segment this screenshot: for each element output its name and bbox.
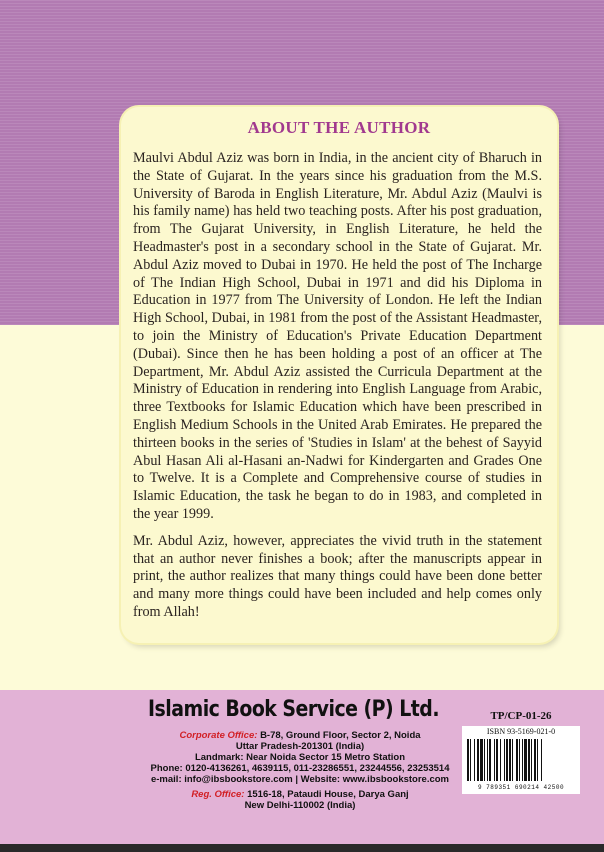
reg-office-line: [140, 789, 460, 800]
barcode-digits: 9 789351 690214 42500: [477, 784, 565, 791]
corporate-office-label: Corporate Office:: [179, 730, 258, 741]
phone-line: Phone: 0120-4136261, 4639115, 011-23286551, 23244556, 23253514: [150, 763, 450, 774]
reg-office-address: 1516-18, Pataudi House, Darya Ganj: [247, 789, 409, 800]
publisher-logo: Islamic Book Service (P) Ltd.: [148, 697, 440, 722]
corporate-office-line: [140, 730, 460, 741]
bio-paragraph-2: Mr. Abdul Aziz, however, appreciates the vivid truth in the statement that an author never finishes a book; after the manuscripts appear in print, the author realizes that many things could have been done better and many more things could have been included and help comes only from Allah!: [133, 532, 542, 620]
city-line: Uttar Pradesh-201301 (India): [235, 741, 365, 752]
reg-city-line: New Delhi-110002 (India): [244, 800, 356, 811]
barcode-image: [466, 739, 576, 785]
corporate-office-address: B-78, Ground Floor, Sector 2, Noida: [260, 730, 421, 741]
email-website-line: e-mail: info@ibsbookstore.com | Website: www.ibsbookstore.com: [150, 774, 450, 785]
bottom-edge-strip: [0, 844, 604, 852]
about-author-text: [133, 150, 542, 631]
landmark-line: Landmark: Near Noida Sector 15 Metro Station: [194, 752, 406, 763]
isbn-text: ISBN 93-5169-021-0: [486, 727, 556, 736]
bio-paragraph-1: Maulvi Abdul Aziz was born in India, in the ancient city of Bharuch in the State of Gujarat. In the years since his graduation from the M.S. University of Baroda in English Literature, Mr. Abdul Aziz (Maulvi is his family name) has held two teaching posts. After his post graduation, from The Gujarat University, in English Literature, he held the Headmaster's post in a secondary school in the State of Gujarat. Mr. Abdul Aziz moved to Dubai in 1970. He held the post of The Incharge of The Indian High School, Dubai in 1971 and did his Diploma in Education in 1977 from The University of London. He left the Indian High School, Dubai, in 1981 from the post of the Assistant Headmaster, to join the Ministry of Education's Private Education Department (Dubai). Since then he has been holding a post of an officer at The Department, Mr. Abdul Aziz assisted the Curricula Department at the Ministry of Education in rendering into English Language from Arabic, three Textbooks for Islamic Education which have been prescribed in English Medium Schools in the United Arab Emirates. He prepared the thirteen books in the series of 'Studies in Islam' at the behest of Sayyid Abul Hasan Ali al-Hasani an-Nadwi for Kindergarten and Grades One to Twelve. It is a Complete and Comprehensive course of studies in Islamic Education, the task he began to do in 1983, and completed in the year 1999.: [133, 150, 542, 522]
about-author-title: ABOUT THE AUTHOR: [247, 118, 431, 137]
reg-office-label: Reg. Office:: [191, 789, 245, 800]
product-code: TP/CP-01-26: [490, 710, 552, 722]
